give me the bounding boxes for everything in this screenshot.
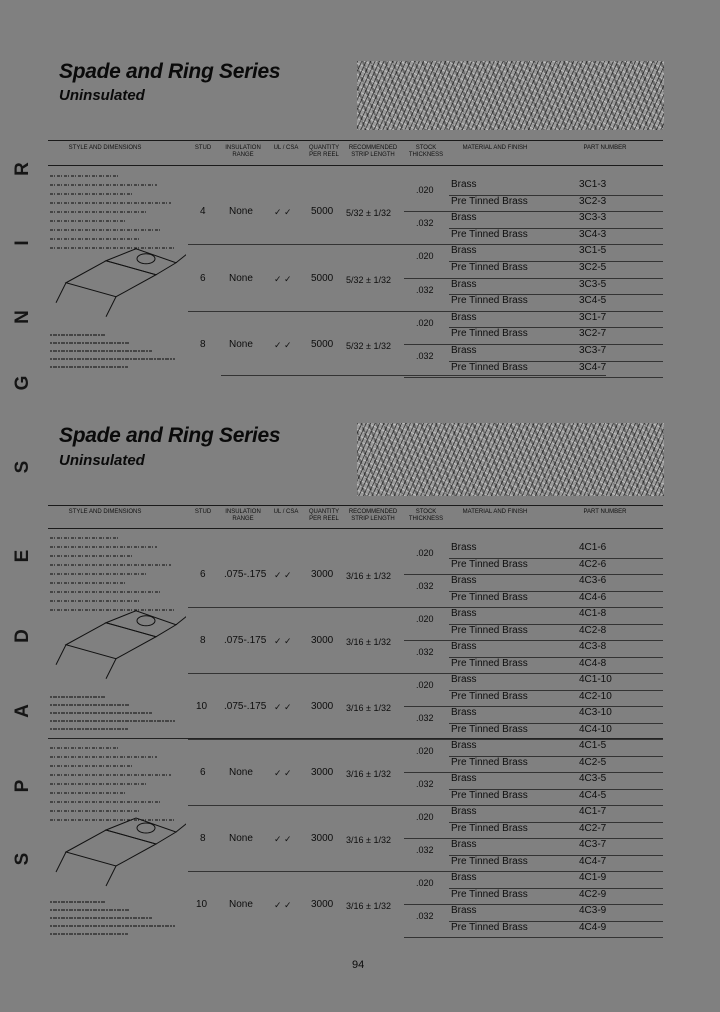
part-number: 4C3-7 [579, 839, 607, 850]
material-finish: Pre Tinned Brass [451, 328, 528, 340]
stud-value: 10 [196, 701, 208, 712]
section-title: Spade and Ring Series [59, 424, 281, 447]
material-finish: Pre Tinned Brass [451, 822, 528, 834]
header-stud: STUD [194, 145, 212, 151]
header-part: PART NUMBER [583, 509, 627, 515]
header-material: MATERIAL AND FINISH [462, 509, 528, 515]
side-letter-ring: I [12, 240, 33, 246]
part-number: 4C2-7 [579, 822, 607, 834]
insulation-value: None [229, 833, 253, 844]
table-header-rule [48, 528, 663, 529]
stock-thickness: .032 [416, 284, 434, 295]
stock-thickness: .020 [416, 251, 434, 262]
halftone-banner [357, 423, 664, 496]
part-number: 3C3-7 [579, 345, 607, 356]
material-finish: Pre Tinned Brass [451, 657, 528, 669]
material-finish: Brass [451, 179, 477, 190]
quantity-value: 3000 [311, 767, 334, 778]
stock-thickness: .032 [416, 845, 434, 855]
quantity-value: 3000 [311, 701, 334, 712]
material-finish: Pre Tinned Brass [451, 558, 528, 570]
strip-length-value: 5/32 ± 1/32 [346, 341, 391, 351]
quantity-value: 3000 [311, 569, 334, 580]
side-letter-ring: G [12, 375, 33, 391]
side-letter-spades: P [12, 779, 33, 793]
material-finish: Pre Tinned Brass [451, 756, 528, 768]
part-number: 4C1-7 [579, 806, 607, 817]
side-letter-spades: S [12, 460, 33, 474]
insulation-value: .075-.175 [224, 635, 267, 646]
ul-csa-checkmarks: ✓ ✓ [274, 273, 292, 284]
table-top-rule [48, 505, 663, 506]
strip-length-value: 3/16 ± 1/32 [346, 637, 391, 647]
material-finish: Pre Tinned Brass [451, 262, 528, 273]
quantity-value: 3000 [311, 635, 334, 646]
part-number: 3C4-7 [579, 361, 607, 373]
ul-csa-checkmarks: ✓ ✓ [274, 636, 292, 646]
ul-csa-checkmarks: ✓ ✓ [274, 900, 292, 910]
header-strip: RECOMMENDED STRIP LENGTH [348, 145, 398, 158]
stock-thickness: .032 [416, 911, 434, 921]
material-finish: Pre Tinned Brass [451, 295, 528, 307]
material-finish: Brass [451, 311, 477, 323]
row-rule [404, 772, 663, 773]
part-number: 4C4-6 [579, 591, 607, 603]
strip-length-value: 3/16 ± 1/32 [346, 901, 391, 911]
stud-value: 8 [200, 833, 206, 844]
insulation-value: .075-.175 [224, 569, 267, 580]
material-finish: Brass [451, 740, 477, 751]
material-finish: Pre Tinned Brass [451, 690, 528, 702]
header-part: PART NUMBER [583, 145, 627, 151]
header-quantity: QUANTITY PER REEL [308, 145, 340, 158]
material-finish: Pre Tinned Brass [451, 591, 528, 603]
stock-thickness: .032 [416, 218, 434, 229]
part-number: 4C4-9 [579, 921, 607, 933]
row-rule [404, 937, 663, 938]
header-insulation: INSULATION RANGE [225, 145, 261, 158]
part-number: 3C3-3 [579, 212, 607, 224]
page-number: 94 [352, 959, 365, 971]
part-number: 3C4-5 [579, 295, 607, 307]
header-insulation: INSULATION RANGE [225, 509, 261, 522]
material-finish: Brass [451, 872, 477, 883]
stock-thickness: .020 [416, 185, 434, 195]
header-quantity: QUANTITY PER REEL [308, 509, 340, 522]
stock-thickness: .032 [416, 713, 434, 723]
strip-length-value: 3/16 ± 1/32 [346, 835, 391, 845]
side-letter-spades: D [12, 629, 33, 643]
stock-thickness: .020 [416, 548, 434, 558]
row-rule [404, 640, 663, 641]
stock-thickness: .020 [416, 317, 434, 328]
material-finish: Pre Tinned Brass [451, 921, 528, 933]
part-number: 4C2-8 [579, 624, 607, 636]
material-finish: Brass [451, 542, 477, 553]
material-finish: Brass [451, 641, 477, 652]
part-number: 4C4-8 [579, 657, 607, 669]
strip-length-value: 3/16 ± 1/32 [346, 571, 391, 581]
stud-value: 10 [196, 899, 208, 910]
stud-value: 6 [200, 767, 206, 778]
stock-thickness: .020 [416, 746, 434, 756]
header-strip: RECOMMENDED STRIP LENGTH [348, 509, 398, 522]
material-finish: Brass [451, 674, 477, 685]
header-stock: STOCK THICKNESS [408, 145, 444, 158]
stock-thickness: .020 [416, 614, 434, 624]
header-stock: STOCK THICKNESS [408, 509, 444, 522]
part-number: 4C3-6 [579, 575, 607, 586]
side-letter-ring: R [12, 162, 33, 176]
part-number: 3C3-5 [579, 278, 607, 290]
stock-thickness: .032 [416, 779, 434, 789]
stock-thickness: .020 [416, 812, 434, 822]
header-ul: UL / CSA [273, 145, 299, 151]
row-rule [404, 706, 663, 707]
side-letter-ring: N [12, 310, 33, 324]
part-number: 4C1-8 [579, 608, 607, 619]
section-subtitle: Uninsulated [59, 452, 145, 469]
part-number: 4C4-5 [579, 789, 607, 801]
ul-csa-checkmarks: ✓ ✓ [274, 570, 292, 580]
side-letter-spades: S [12, 852, 33, 866]
ul-csa-checkmarks: ✓ ✓ [274, 340, 292, 350]
stock-thickness: .020 [416, 680, 434, 690]
material-finish: Brass [451, 345, 477, 356]
insulation-value: None [229, 767, 253, 778]
material-finish: Pre Tinned Brass [451, 361, 528, 373]
material-finish: Pre Tinned Brass [451, 888, 528, 900]
material-finish: Brass [451, 707, 477, 718]
part-number: 3C1-5 [579, 245, 607, 257]
part-number: 4C1-6 [579, 542, 607, 553]
header-material: MATERIAL AND FINISH [462, 145, 528, 151]
insulation-value: None [229, 899, 253, 910]
side-letter-spades: E [12, 549, 33, 563]
ul-csa-checkmarks: ✓ ✓ [274, 768, 292, 778]
part-number: 3C1-3 [579, 179, 607, 190]
spade-terminal-drawing-insulated [46, 532, 186, 737]
stock-thickness: .032 [416, 581, 434, 591]
part-number: 4C4-10 [579, 723, 612, 735]
part-number: 4C1-9 [579, 872, 607, 883]
stock-thickness: .032 [416, 647, 434, 657]
header-style: STYLE AND DIMENSIONS [68, 509, 142, 515]
strip-length-value: 5/32 ± 1/32 [346, 274, 391, 285]
part-number: 3C4-3 [579, 228, 607, 240]
section-subtitle: Uninsulated [59, 87, 145, 104]
part-number: 3C2-3 [579, 195, 607, 207]
header-ul: UL / CSA [273, 509, 299, 515]
material-finish: Pre Tinned Brass [451, 789, 528, 801]
spade-terminal-drawing-uninsulated [46, 742, 186, 942]
part-number: 4C2-10 [579, 690, 612, 702]
material-finish: Brass [451, 773, 477, 784]
stud-value: 8 [200, 339, 206, 350]
stud-value: 6 [200, 272, 206, 284]
part-number: 4C3-5 [579, 773, 607, 784]
part-number: 4C2-5 [579, 756, 607, 768]
material-finish: Brass [451, 245, 477, 257]
insulation-value: None [229, 339, 253, 350]
row-rule [404, 574, 663, 575]
part-number: 4C2-9 [579, 888, 607, 900]
part-number: 4C4-7 [579, 855, 607, 867]
ul-csa-checkmarks: ✓ ✓ [274, 207, 292, 218]
part-number: 3C2-5 [579, 262, 607, 273]
material-finish: Brass [451, 806, 477, 817]
part-number: 4C3-9 [579, 905, 607, 916]
strip-length-value: 3/16 ± 1/32 [346, 703, 391, 713]
stud-value: 6 [200, 569, 206, 580]
header-stud: STUD [194, 509, 212, 515]
material-finish: Pre Tinned Brass [451, 855, 528, 867]
row-rule [404, 904, 663, 905]
insulation-value: None [229, 206, 253, 218]
stock-thickness: .032 [416, 351, 434, 361]
ul-csa-checkmarks: ✓ ✓ [274, 702, 292, 712]
material-finish: Pre Tinned Brass [451, 228, 528, 240]
quantity-value: 5000 [311, 339, 334, 350]
row-rule [404, 838, 663, 839]
side-letter-spades: A [12, 704, 33, 718]
strip-length-value: 3/16 ± 1/32 [346, 769, 391, 779]
strip-length-value: 5/32 ± 1/32 [346, 208, 391, 219]
part-number: 4C3-10 [579, 707, 612, 718]
material-finish: Brass [451, 839, 477, 850]
material-finish: Pre Tinned Brass [451, 624, 528, 636]
part-number: 4C1-5 [579, 740, 607, 751]
insulation-value: .075-.175 [224, 701, 267, 712]
material-finish: Brass [451, 278, 477, 290]
material-finish: Pre Tinned Brass [451, 723, 528, 735]
header-style: STYLE AND DIMENSIONS [68, 145, 142, 151]
part-number: 4C3-8 [579, 641, 607, 652]
material-finish: Brass [451, 575, 477, 586]
ul-csa-checkmarks: ✓ ✓ [274, 834, 292, 844]
part-number: 4C1-10 [579, 674, 612, 685]
material-finish: Pre Tinned Brass [451, 195, 528, 207]
material-finish: Brass [451, 212, 477, 224]
part-number: 3C2-7 [579, 328, 607, 340]
quantity-value: 3000 [311, 899, 334, 910]
part-number: 3C1-7 [579, 311, 607, 323]
stud-value: 8 [200, 635, 206, 646]
insulation-value: None [229, 272, 253, 284]
quantity-value: 3000 [311, 833, 334, 844]
section-title: Spade and Ring Series [59, 60, 281, 83]
material-finish: Brass [451, 608, 477, 619]
group-divider [48, 738, 663, 739]
stud-value: 4 [200, 206, 206, 218]
quantity-value: 5000 [311, 206, 334, 218]
quantity-value: 5000 [311, 272, 334, 284]
material-finish: Brass [451, 905, 477, 916]
part-number: 4C2-6 [579, 558, 607, 570]
stock-thickness: .020 [416, 878, 434, 888]
